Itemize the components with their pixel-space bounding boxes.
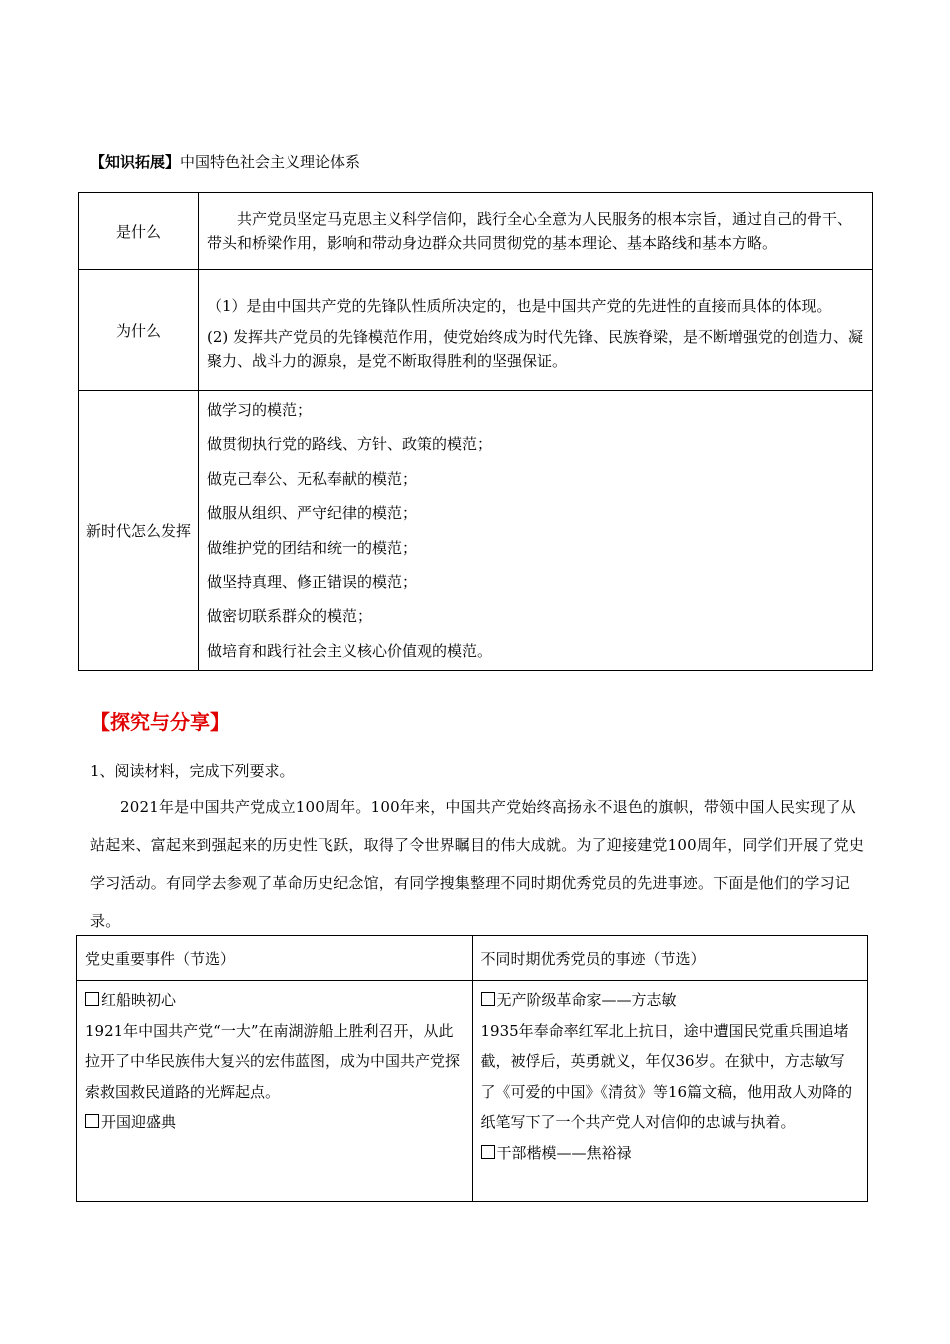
- how-item: 做维护党的团结和统一的模范；: [207, 538, 418, 557]
- knowledge-title: 中国特色社会主义理论体系: [180, 153, 361, 171]
- how-item: 做克己奉公、无私奉献的模范；: [207, 469, 418, 488]
- event-title: 红船映初心: [101, 991, 177, 1009]
- material-paragraph: 2021年是中国共产党成立100周年。100年来，中国共产党始终高扬永不退色的旗帜，带领中国人民实现了从站起来、富起来到强起来的历史性飞跃，取得了令世界瞩目的伟大成就。为了迎接建党100周年，同学们开展了党史学习活动。有同学去参观了革命历史纪念馆，有同学搜集整理不同时期优秀党员的先进事迹。下面是他们的学习记录。: [90, 798, 865, 930]
- row-what: [79, 193, 873, 270]
- col1-header: 党史重要事件（节选）: [77, 936, 473, 981]
- row-label-what: 是什么: [79, 193, 199, 270]
- member-text: 1935年奉命率红军北上抗日，途中遭国民党重兵围追堵截，被俘后，英勇就义，年仅36岁。在狱中，方志敏写了《可爱的中国》《清贫》等16篇文稿，他用敌人劝降的纸笔写下了一个共产党人对信仰的忠诚与执着。: [480, 1021, 853, 1131]
- row-how: [79, 391, 873, 671]
- study-record-table: [76, 935, 868, 1202]
- checkbox-icon: [481, 1145, 495, 1159]
- member-title: 无产阶级革命家——方志敏: [496, 991, 677, 1009]
- how-item: 做学习的模范；: [207, 401, 313, 419]
- explore-heading: 【探究与分享】: [90, 710, 230, 734]
- knowledge-table: [78, 192, 873, 671]
- why-point-2: (2) 发挥共产党员的先锋模范作用，使党始终成为时代先锋、民族脊梁，是不断增强党的创造力、凝聚力、战斗力的源泉，是党不断取得胜利的坚强保证。: [207, 328, 864, 370]
- knowledge-bracket-title: 【知识拓展】: [90, 153, 181, 171]
- table-body-row: [77, 981, 868, 1202]
- checkbox-icon: [85, 992, 99, 1006]
- question-1: 1、阅读材料，完成下列要求。: [90, 762, 295, 780]
- col2-header: 不同时期优秀党员的事迹（节选）: [472, 936, 868, 981]
- row-why: [79, 270, 873, 391]
- table-header-row: [77, 936, 868, 981]
- how-item: 做密切联系群众的模范；: [207, 607, 373, 626]
- checkbox-icon: [85, 1114, 99, 1128]
- how-item: 做贯彻执行党的路线、方针、政策的模范；: [207, 435, 493, 454]
- checkbox-icon: [481, 992, 495, 1006]
- member-title: 干部楷模——焦裕禄: [496, 1143, 632, 1162]
- how-item: 做培育和践行社会主义核心价值观的模范。: [207, 641, 493, 660]
- event-text: 1921年中国共产党“一大”在南湖游船上胜利召开，从此拉开了中华民族伟大复兴的宏伟蓝图，成为中国共产党探索救国救民道路的光辉起点。: [85, 1021, 461, 1101]
- how-item: 做服从组织、严守纪律的模范；: [207, 504, 418, 523]
- what-text: 共产党员坚定马克思主义科学信仰，践行全心全意为人民服务的根本宗旨，通过自己的骨干、带头和桥梁作用，影响和带动身边群众共同贯彻党的基本理论、基本路线和基本方略。: [207, 210, 853, 252]
- knowledge-heading: [90, 152, 360, 172]
- event-title: 开国迎盛典: [101, 1113, 177, 1131]
- why-point-1: （1）是由中国共产党的先锋队性质所决定的，也是中国共产党的先进性的直接而具体的体现。: [207, 297, 832, 315]
- how-item: 做坚持真理、修正错误的模范；: [207, 573, 418, 592]
- row-label-why: 为什么: [79, 270, 199, 391]
- row-label-how: 新时代怎么发挥: [79, 391, 199, 671]
